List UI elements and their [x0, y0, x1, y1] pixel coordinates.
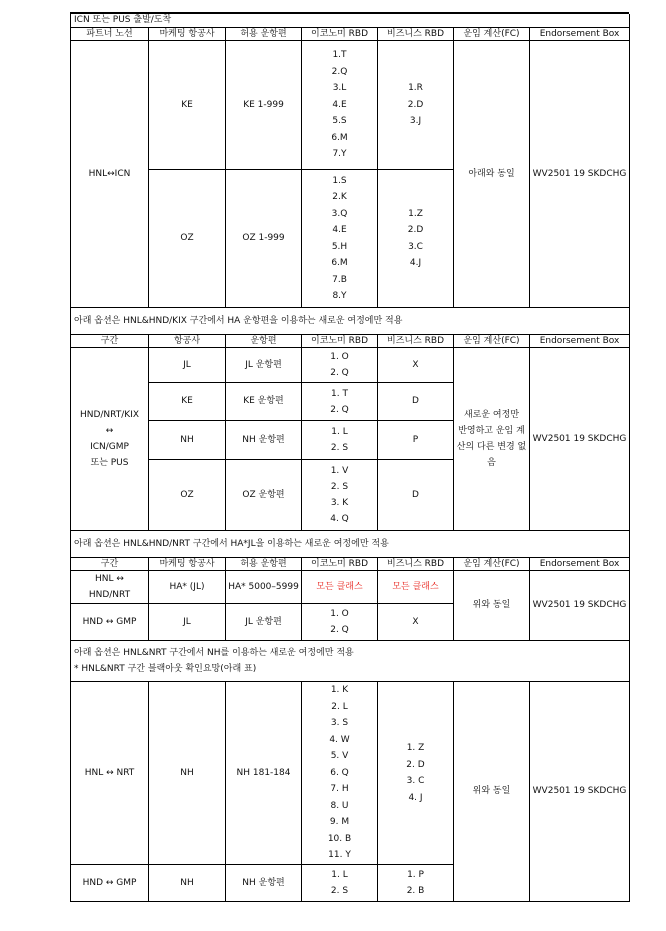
economy-rbd-cell	[302, 41, 378, 170]
business-rbd-cell: 모든 클래스	[378, 571, 454, 604]
airline-cell: NH	[149, 682, 226, 865]
endorsement-cell: WV2501 19 SKDCHG	[530, 348, 630, 531]
header-cell: 구간	[71, 558, 149, 571]
airline-cell: KE	[149, 383, 226, 421]
flights-cell: JL 운항편	[226, 348, 302, 383]
rbd-item: 8.Y	[332, 291, 347, 301]
route-line: ICN/GMP	[90, 442, 129, 452]
rbd-item: 3.Q	[331, 208, 348, 219]
flights-cell: OZ 운항편	[226, 460, 302, 531]
note-line: 아래 옵션은 HNL&NRT 구간에서 NH를 이용하는 새로운 여정에만 적용	[74, 648, 354, 658]
route-cell: HNL↔ICN	[71, 41, 149, 308]
rbd-item: 1.S	[332, 175, 347, 186]
header-cell: 마케팅 항공사	[149, 28, 226, 41]
rbd-item: 7.Y	[332, 149, 347, 160]
rbd-item: 4.E	[332, 99, 347, 110]
note-row	[71, 531, 630, 558]
airline-cell: JL	[149, 604, 226, 641]
rbd-item: 4. J	[408, 792, 423, 803]
rbd-item: 2. Q	[330, 625, 349, 635]
economy-rbd-cell	[302, 604, 378, 641]
rbd-item: 4. W	[329, 734, 350, 745]
fare-calc-line: 새로운 여정만	[463, 410, 520, 420]
rbd-item: 1. T	[331, 388, 348, 399]
business-rbd-cell: D	[378, 383, 454, 421]
option-note: 아래 옵션은 HNL&HND/NRT 구간에서 HA*JL을 이용하는 새로운 여정에만 적용	[71, 531, 630, 558]
note-row	[71, 641, 630, 682]
rbd-item: 3.C	[408, 241, 423, 252]
rbd-item: 1. L	[331, 870, 348, 880]
airline-cell: NH	[149, 421, 226, 460]
rbd-item: 2. Q	[330, 404, 349, 415]
rbd-item: 2. D	[406, 759, 425, 770]
header-cell: 이코노미 RBD	[302, 335, 378, 348]
header-cell: 항공사	[149, 335, 226, 348]
business-rbd-cell: X	[378, 604, 454, 641]
routing-table	[70, 14, 630, 902]
header-cell: 비즈니스 RBD	[378, 28, 454, 41]
flights-cell: KE 운항편	[226, 383, 302, 421]
header-cell: 이코노미 RBD	[302, 558, 378, 571]
fare-calc-line: 산의 다른 변경 없	[456, 442, 527, 452]
route-cell	[71, 348, 149, 531]
route-document	[70, 12, 629, 902]
endorsement-cell: WV2501 19 SKDCHG	[530, 682, 630, 902]
header-cell: 비즈니스 RBD	[378, 335, 454, 348]
table-row	[71, 348, 630, 383]
airline-cell: NH	[149, 865, 226, 902]
header-cell: 구간	[71, 335, 149, 348]
route-cell: HND ↔ GMP	[71, 865, 149, 902]
header-cell: 파트너 노선	[71, 28, 149, 41]
business-rbd-cell: D	[378, 460, 454, 531]
rbd-item: 1. O	[330, 609, 349, 619]
rbd-item: 1. K	[330, 685, 349, 696]
route-line: ↔	[105, 426, 114, 436]
rbd-item: 2. S	[330, 482, 349, 492]
business-rbd-cell	[378, 682, 454, 865]
header-row-3	[71, 558, 630, 571]
table-row	[71, 682, 630, 865]
rbd-item: 9. M	[329, 817, 350, 828]
rbd-item: 2.D	[407, 99, 424, 110]
rbd-item: 4.E	[332, 225, 347, 235]
rbd-item: 5. V	[330, 751, 349, 762]
rbd-item: 1.R	[408, 83, 423, 94]
header-cell: Endorsement Box	[530, 28, 630, 41]
header-cell: 마케팅 항공사	[149, 558, 226, 571]
header-cell: 비즈니스 RBD	[378, 558, 454, 571]
airline-cell: HA* (JL)	[149, 571, 226, 604]
economy-rbd-cell	[302, 682, 378, 865]
rbd-item: 7.B	[332, 274, 347, 285]
fare-calc-line: 반영하고 운임 계	[458, 426, 525, 436]
rbd-item: 2. L	[331, 701, 348, 712]
rbd-item: 7. H	[330, 784, 349, 795]
rbd-item: 2.Q	[331, 66, 348, 77]
rbd-item: 2.D	[407, 225, 424, 235]
header-row-1	[71, 28, 630, 41]
rbd-item: 11. Y	[328, 850, 351, 861]
economy-rbd-cell	[302, 865, 378, 902]
rbd-item: 2. S	[330, 886, 349, 896]
business-rbd-cell	[378, 170, 454, 308]
rbd-item: 6. Q	[330, 767, 349, 778]
economy-rbd-cell	[302, 383, 378, 421]
fare-calc-line: 음	[487, 458, 496, 468]
rbd-item: 1. O	[330, 352, 349, 362]
route-line: HND/NRT/KIX	[79, 410, 140, 420]
header-cell: 이코노미 RBD	[302, 28, 378, 41]
business-rbd-cell	[378, 865, 454, 902]
fare-calc-cell	[454, 348, 530, 531]
rbd-item: 5.H	[331, 241, 348, 252]
rbd-item: 2. B	[406, 886, 425, 896]
note-row	[71, 308, 630, 335]
airline-cell: OZ	[149, 170, 226, 308]
rbd-item: 6.M	[331, 132, 348, 143]
economy-rbd-cell	[302, 170, 378, 308]
rbd-item: 1.T	[332, 50, 347, 61]
flights-cell: OZ 1-999	[226, 170, 302, 308]
airline-cell: KE	[149, 41, 226, 170]
route-line: HND/NRT	[88, 590, 131, 600]
rbd-item: 3.L	[332, 83, 347, 94]
rbd-item: 4. Q	[330, 514, 349, 524]
rbd-item: 4.J	[409, 258, 422, 268]
business-rbd-cell	[378, 41, 454, 170]
rbd-item: 2. Q	[330, 368, 349, 378]
economy-rbd-cell	[302, 421, 378, 460]
header-cell: 운임 계산(FC)	[454, 335, 530, 348]
header-cell: 허용 운항편	[226, 28, 302, 41]
table-row	[71, 571, 630, 604]
rbd-item: 6.M	[331, 258, 348, 268]
rbd-item: 2. S	[330, 443, 349, 453]
business-rbd-cell: X	[378, 348, 454, 383]
economy-rbd-cell: 모든 클래스	[302, 571, 378, 604]
route-cell: HND ↔ GMP	[71, 604, 149, 641]
endorsement-cell: WV2501 19 SKDCHG	[530, 571, 630, 641]
rbd-item: 1. P	[407, 870, 424, 880]
header-cell: 운항편	[226, 335, 302, 348]
route-cell: HNL ↔ NRT	[71, 682, 149, 865]
rbd-item: 10. B	[327, 833, 352, 844]
rbd-item: 3. C	[406, 776, 425, 786]
header-cell: 허용 운항편	[226, 558, 302, 571]
flights-cell: NH 181-184	[226, 682, 302, 865]
rbd-item: 5.S	[332, 116, 347, 127]
airline-cell: OZ	[149, 460, 226, 531]
rbd-item: 1. L	[331, 427, 348, 437]
fare-calc-cell: 아래와 동일	[454, 41, 530, 308]
header-cell: Endorsement Box	[530, 335, 630, 348]
fare-calc-cell: 위와 동일	[454, 682, 530, 902]
header-cell: 운임 계산(FC)	[454, 558, 530, 571]
economy-rbd-cell	[302, 460, 378, 531]
route-line: HNL ↔	[95, 574, 124, 584]
option-note: 아래 옵션은 HNL&HND/KIX 구간에서 HA 운항편을 이용하는 새로운 여정에만 적용	[71, 308, 630, 335]
rbd-item: 2.K	[332, 192, 347, 202]
flights-cell: NH 운항편	[226, 421, 302, 460]
rbd-item: 3. K	[330, 498, 349, 508]
route-cell	[71, 571, 149, 604]
table-row	[71, 41, 630, 170]
header-cell: 운임 계산(FC)	[454, 28, 530, 41]
rbd-item: 8. U	[330, 800, 349, 811]
section-title: ICN 또는 PUS 출발/도착	[71, 14, 630, 28]
option-note	[71, 641, 630, 682]
title-row	[71, 14, 630, 28]
flights-cell: KE 1-999	[226, 41, 302, 170]
business-rbd-cell: P	[378, 421, 454, 460]
header-row-2	[71, 335, 630, 348]
airline-cell: JL	[149, 348, 226, 383]
economy-rbd-cell	[302, 348, 378, 383]
flights-cell: JL 운항편	[226, 604, 302, 641]
endorsement-cell: WV2501 19 SKDCHG	[530, 41, 630, 308]
note-line: * HNL&NRT 구간 블랙아웃 확인요망(아래 표)	[74, 664, 257, 674]
rbd-item: 1. Z	[406, 743, 425, 753]
flights-cell: HA* 5000–5999	[226, 571, 302, 604]
rbd-item: 3.J	[409, 116, 422, 127]
rbd-item: 1. V	[330, 466, 349, 476]
header-cell: Endorsement Box	[530, 558, 630, 571]
flights-cell: NH 운항편	[226, 865, 302, 902]
fare-calc-cell: 위와 동일	[454, 571, 530, 641]
rbd-item: 3. S	[330, 718, 349, 729]
rbd-item: 1.Z	[408, 208, 423, 219]
route-line: 또는 PUS	[90, 458, 129, 468]
